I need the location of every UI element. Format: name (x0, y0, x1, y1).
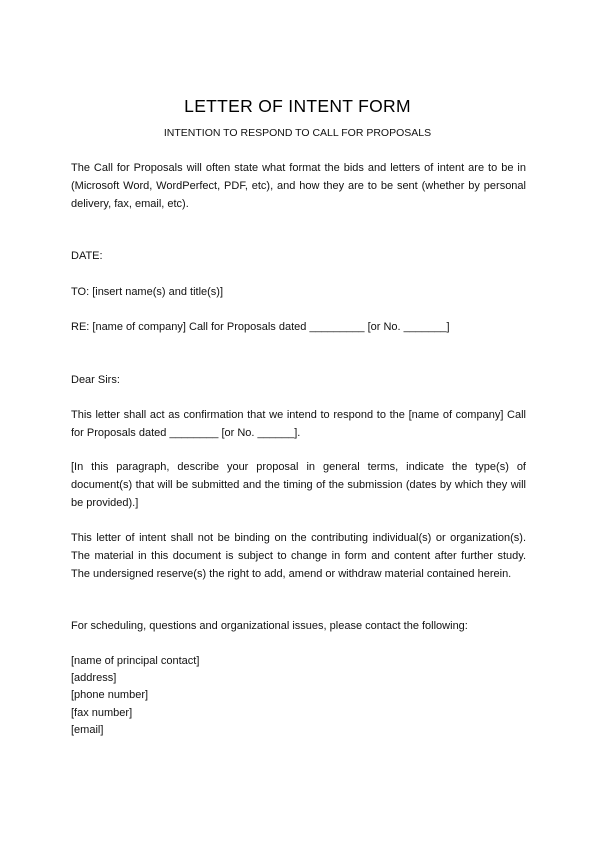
to-line: TO: [insert name(s) and title(s)] (71, 286, 224, 298)
confirmation-paragraph: This letter shall act as confirmation that we intend to respond to the [name of company] Call for Proposals dated ________ [or No. ______]. (71, 409, 526, 439)
contact-paragraph: For scheduling, questions and organizational issues, please contact the following: (71, 620, 468, 632)
describe-paragraph: [In this paragraph, describe your proposal in general terms, indicate the type(s) of document(s) that will be submitted and the timing of the submission (dates by which they will be provided).] (71, 461, 526, 509)
re-line: RE: [name of company] Call for Proposals dated _________ [or No. _______] (71, 321, 450, 333)
intro-paragraph: The Call for Proposals will often state what format the bids and letters of intent are to be in (Microsoft Word, WordPerfect, PDF, etc), and how they are to be sent (whether by personal delivery, fax, email, etc). (71, 162, 526, 210)
document-subtitle: INTENTION TO RESPOND TO CALL FOR PROPOSALS (163, 127, 432, 139)
salutation: Dear Sirs: (71, 374, 120, 386)
document-title: LETTER OF INTENT FORM (184, 96, 411, 116)
date-label: DATE: (71, 250, 103, 262)
contact-field-email: [email] (71, 724, 104, 736)
binding-paragraph: This letter of intent shall not be binding on the contributing individual(s) or organization(s). The material in this document is subject to change in form and content after further study. The undersigned reserve(s) the right to add, amend or withdraw material contained herein. (71, 532, 526, 580)
contact-field-name: [name of principal contact] (71, 655, 200, 667)
contact-field-address: [address] (71, 672, 117, 684)
contact-field-phone: [phone number] (71, 689, 149, 701)
contact-field-fax: [fax number] (71, 707, 133, 719)
